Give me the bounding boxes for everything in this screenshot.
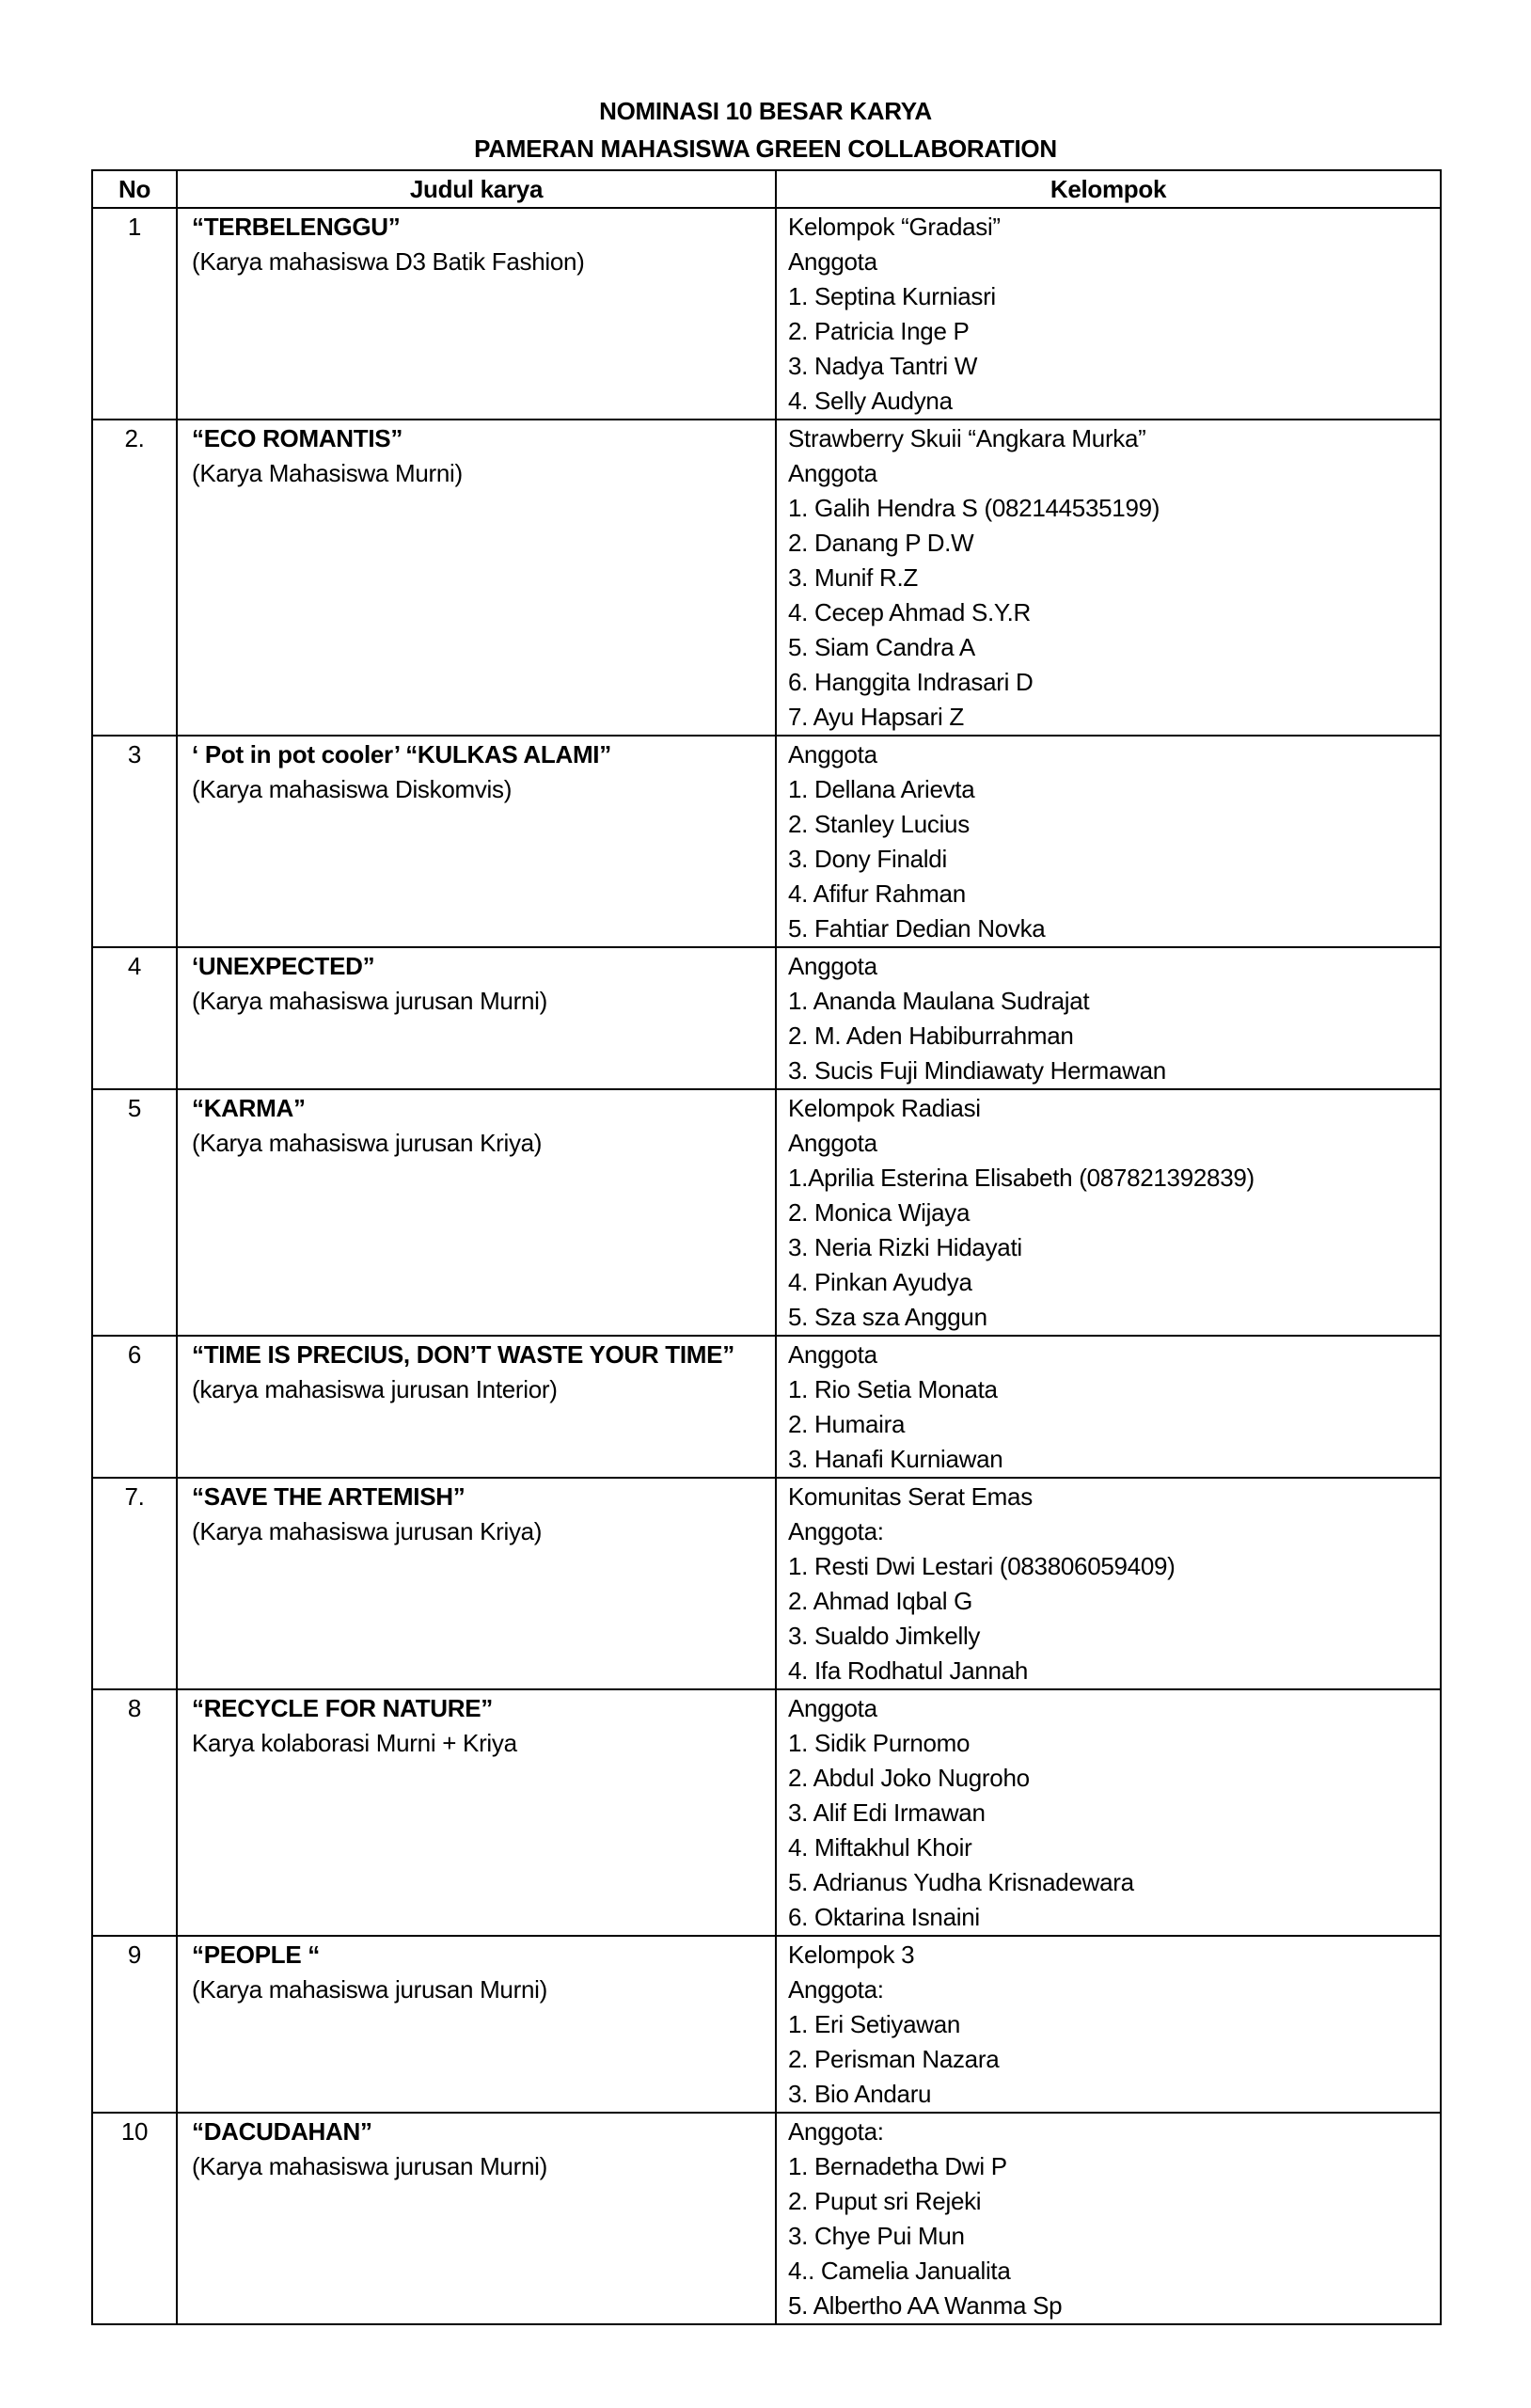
group-member-line: 3. Sualdo Jimkelly [788,1622,981,1650]
group-member-line: 2. Humaira [788,1410,906,1438]
row-number: 2. [92,420,177,736]
group-cell [776,420,1441,736]
table-row [92,1336,1441,1478]
work-title-cell [177,208,776,420]
work-description: (Karya mahasiswa D3 Batik Fashion) [192,247,585,276]
row-number: 3 [92,736,177,947]
group-line-first: Anggota: [788,2117,884,2146]
group-member-line: 1. Dellana Arievta [788,775,975,803]
document-title: NOMINASI 10 BESAR KARYA [599,97,932,125]
group-member-line: Anggota: [788,1517,884,1545]
group-member-line: Anggota [788,247,877,276]
group-cell [776,1689,1441,1936]
work-title: “SAVE THE ARTEMISH” [192,1482,466,1511]
group-member-line: 2. Danang P D.W [788,529,974,557]
work-description: (Karya mahasiswa Diskomvis) [192,775,513,803]
group-line-first: Anggota [788,952,877,980]
group-member-line: 2. Monica Wijaya [788,1198,971,1227]
group-member-line: 6. Hanggita Indrasari D [788,668,1034,696]
header-title: Judul karya [177,170,776,208]
work-title: “DACUDAHAN” [192,2117,372,2146]
group-member-line: 2. Ahmad Iqbal G [788,1587,973,1615]
row-number: 5 [92,1089,177,1336]
group-member-line: 2. Puput sri Rejeki [788,2187,982,2215]
work-title-cell [177,947,776,1089]
group-member-line: 2. Patricia Inge P [788,317,970,345]
header-no: No [92,170,177,208]
group-cell [776,1478,1441,1689]
group-member-line: 5. Fahtiar Dedian Novka [788,914,1046,943]
group-member-line: 3. Hanafi Kurniawan [788,1445,1003,1473]
table-row [92,208,1441,420]
group-member-line: 4. Afifur Rahman [788,879,966,908]
table-row [92,1689,1441,1936]
group-member-line: 1. Resti Dwi Lestari (083806059409) [788,1552,1176,1580]
work-title-cell [177,1689,776,1936]
table-header-row [92,170,1441,208]
document-heading [0,92,1531,167]
table-row [92,736,1441,947]
group-member-line: 4. Cecep Ahmad S.Y.R [788,598,1032,626]
group-member-line: 7. Ayu Hapsari Z [788,703,964,731]
group-member-line: 2. Stanley Lucius [788,810,970,838]
group-member-line: 3. Dony Finaldi [788,845,947,873]
group-cell [776,1936,1441,2113]
work-title: ‘ Pot in pot cooler’ “KULKAS ALAMI” [192,740,611,768]
group-member-line: 3. Sucis Fuji Mindiawaty Hermawan [788,1056,1166,1085]
work-title-cell [177,2113,776,2324]
group-member-line: 1. Galih Hendra S (082144535199) [788,494,1160,522]
table-row [92,420,1441,736]
row-number: 10 [92,2113,177,2324]
group-line-first: Anggota [788,740,877,768]
work-title-cell [177,420,776,736]
group-line-first: Kelompok 3 [788,1941,915,1969]
document-subtitle: PAMERAN MAHASISWA GREEN COLLABORATION [474,135,1057,163]
work-title: ‘UNEXPECTED” [192,952,375,980]
work-title: “TERBELENGGU” [192,213,401,241]
work-description: (Karya Mahasiswa Murni) [192,459,463,487]
work-title: “ECO ROMANTIS” [192,424,403,452]
group-member-line: 4. Ifa Rodhatul Jannah [788,1656,1029,1685]
group-line-first: Strawberry Skuii “Angkara Murka” [788,424,1146,452]
row-number: 9 [92,1936,177,2113]
row-number: 4 [92,947,177,1089]
group-cell [776,2113,1441,2324]
group-cell [776,208,1441,420]
work-description: (Karya mahasiswa jurusan Murni) [192,987,547,1015]
group-member-line: 3. Nadya Tantri W [788,352,978,380]
table-row [92,1089,1441,1336]
table-body [92,208,1441,2324]
work-description: (Karya mahasiswa jurusan Murni) [192,2152,547,2180]
group-member-line: 3. Bio Andaru [788,2080,932,2108]
group-member-line: Anggota: [788,1975,884,2004]
work-title-cell [177,1089,776,1336]
work-description: Karya kolaborasi Murni + Kriya [192,1729,517,1757]
group-member-line: 2. M. Aden Habiburrahman [788,1022,1074,1050]
group-member-line: 1. Eri Setiyawan [788,2010,961,2038]
group-line-first: Kelompok “Gradasi” [788,213,1001,241]
group-member-line: 5. Adrianus Yudha Krisnadewara [788,1868,1134,1896]
work-title: “TIME IS PRECIUS, DON’T WASTE YOUR TIME” [192,1340,734,1369]
row-number: 7. [92,1478,177,1689]
group-member-line: 3. Neria Rizki Hidayati [788,1233,1022,1261]
header-group: Kelompok [776,170,1441,208]
group-member-line: 1.Aprilia Esterina Elisabeth (087821392839) [788,1164,1255,1192]
group-member-line: 1. Sidik Purnomo [788,1729,971,1757]
group-member-line: 5. Albertho AA Wanma Sp [788,2291,1063,2320]
group-line-first: Kelompok Radiasi [788,1094,981,1122]
table-row [92,947,1441,1089]
work-title: “PEOPLE “ [192,1941,320,1969]
group-cell [776,947,1441,1089]
work-title-cell [177,1936,776,2113]
group-member-line: 4.. Camelia Janualita [788,2257,1011,2285]
group-member-line: Anggota [788,459,877,487]
group-member-line: Anggota [788,1129,877,1157]
group-member-line: 1. Bernadetha Dwi P [788,2152,1007,2180]
group-line-first: Anggota [788,1694,877,1722]
group-member-line: 3. Munif R.Z [788,563,918,592]
group-member-line: 6. Oktarina Isnaini [788,1903,980,1931]
group-member-line: 3. Chye Pui Mun [788,2222,965,2250]
group-member-line: 3. Alif Edi Irmawan [788,1798,986,1827]
group-cell [776,1336,1441,1478]
group-member-line: 2. Abdul Joko Nugroho [788,1764,1030,1792]
group-line-first: Komunitas Serat Emas [788,1482,1033,1511]
group-member-line: 4. Selly Audyna [788,387,953,415]
work-description: (Karya mahasiswa jurusan Murni) [192,1975,547,2004]
work-title-cell [177,1478,776,1689]
row-number: 6 [92,1336,177,1478]
group-member-line: 4. Pinkan Ayudya [788,1268,972,1296]
row-number: 1 [92,208,177,420]
work-title-cell [177,736,776,947]
group-member-line: 5. Sza sza Anggun [788,1303,987,1331]
table-row [92,1478,1441,1689]
group-member-line: 5. Siam Candra A [788,633,975,661]
group-line-first: Anggota [788,1340,877,1369]
group-member-line: 2. Perisman Nazara [788,2045,1000,2073]
group-member-line: 4. Miftakhul Khoir [788,1833,972,1861]
work-description: (karya mahasiswa jurusan Interior) [192,1375,558,1403]
table-row [92,2113,1441,2324]
group-member-line: 1. Septina Kurniasri [788,282,996,310]
row-number: 8 [92,1689,177,1936]
work-description: (Karya mahasiswa jurusan Kriya) [192,1517,543,1545]
group-member-line: 1. Rio Setia Monata [788,1375,998,1403]
nominations-table [91,169,1442,2325]
table-row [92,1936,1441,2113]
group-cell [776,736,1441,947]
group-member-line: 1. Ananda Maulana Sudrajat [788,987,1090,1015]
work-title-cell [177,1336,776,1478]
work-description: (Karya mahasiswa jurusan Kriya) [192,1129,543,1157]
work-title: “RECYCLE FOR NATURE” [192,1694,493,1722]
group-cell [776,1089,1441,1336]
work-title: “KARMA” [192,1094,306,1122]
